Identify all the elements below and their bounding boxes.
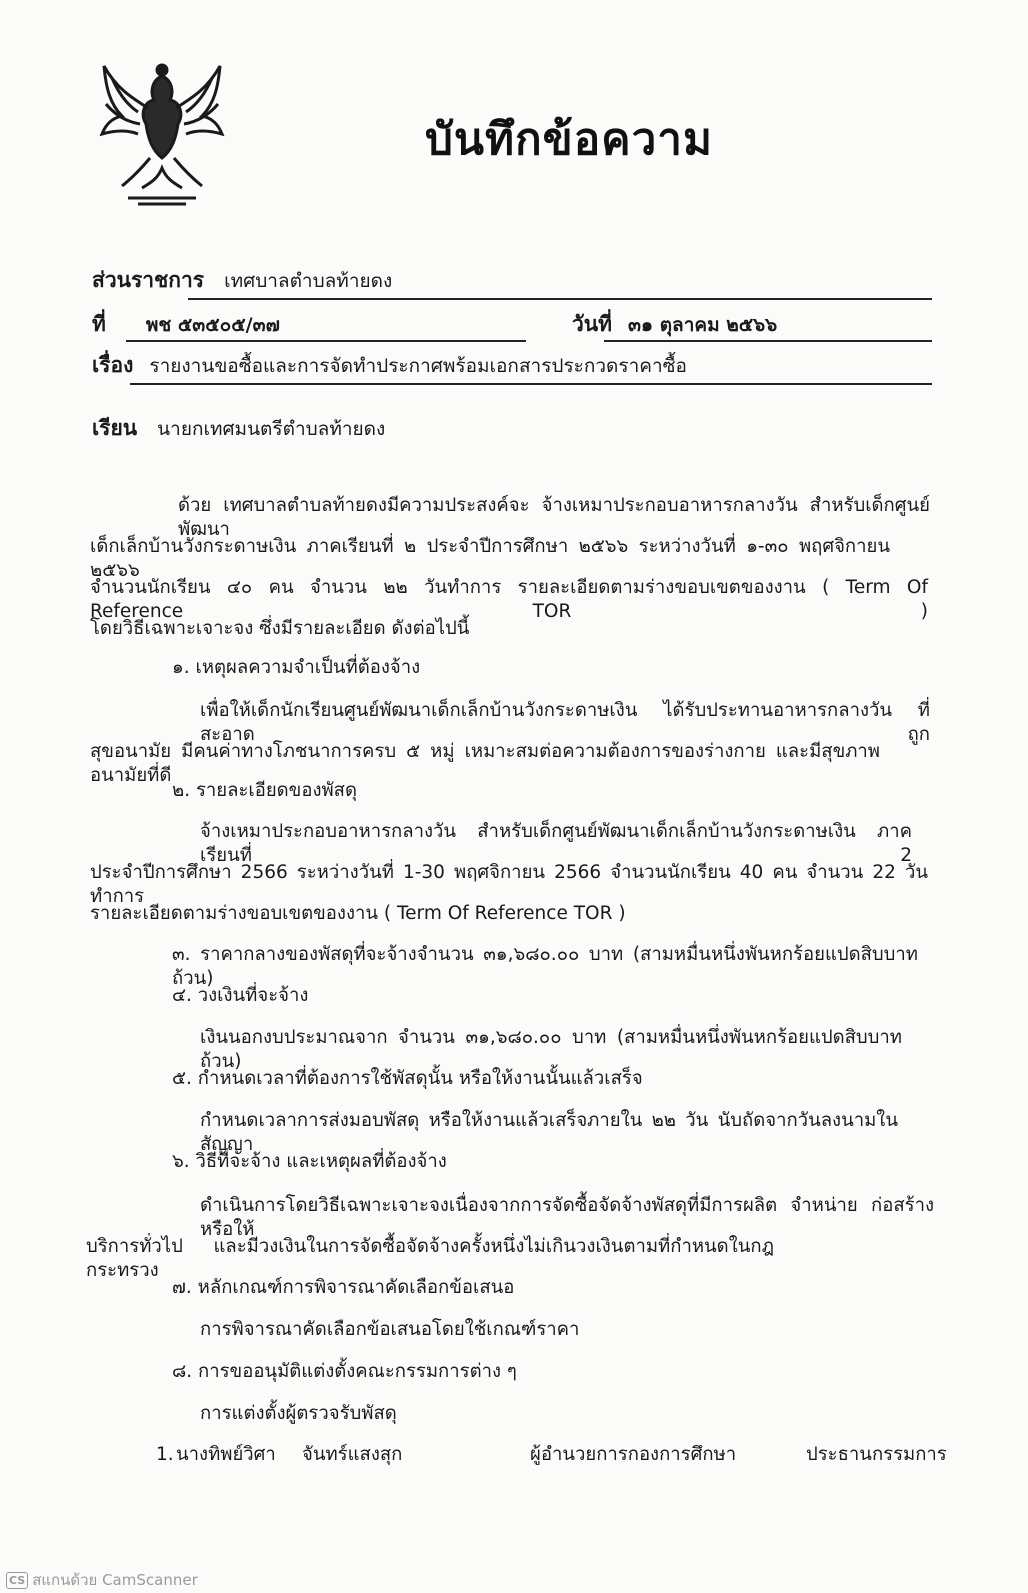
agency-underline bbox=[188, 298, 932, 300]
intro-line-3: จำนวนนักเรียน ๔๐ คน จำนวน ๒๒ วันทำการ รายละเอียดตามร่างขอบเขตของงาน ( Term Of Reference TOR ) bbox=[90, 577, 928, 622]
section-8-line-1: การแต่งตั้งผู้ตรวจรับพัสดุ bbox=[200, 1403, 397, 1424]
subject-label: เรื่อง bbox=[92, 353, 134, 377]
section-1-line-1: เพื่อให้เด็กนักเรียนศูนย์พัฒนาเด็กเล็กบ้านวังกระดาษเงิน ได้รับประทานอาหารกลางวัน ที่สะอาด ถูก bbox=[200, 700, 930, 745]
intro-line-4: โดยวิธีเฉพาะเจาะจง ซึ่งมีรายละเอียด ดังต่อไปนี้ bbox=[90, 618, 470, 639]
intro-line-1: ด้วย เทศบาลตำบลท้ายดงมีความประสงค์จะ จ้างเหมาประกอบอาหารกลางวัน สำหรับเด็กศูนย์พัฒนา bbox=[178, 495, 930, 540]
camscanner-watermark bbox=[6, 1568, 198, 1592]
section-6-heading: ๖. วิธีที่จะจ้าง และเหตุผลที่ต้องจ้าง bbox=[172, 1151, 447, 1172]
date-underline bbox=[604, 340, 932, 342]
section-4-heading: ๔. วงเงินที่จะจ้าง bbox=[172, 985, 309, 1006]
subject-value: รายงานขอซื้อและการจัดทำประกาศพร้อมเอกสารประกวดราคาซื้อ bbox=[149, 355, 687, 377]
agency-row bbox=[92, 264, 392, 297]
section-6-line-2: บริการทั่วไป และมีวงเงินในการจัดซื้อจัดจ้างครั้งหนึ่งไม่เกินวงเงินตามที่กำหนดในกฎกระทรวง bbox=[86, 1236, 774, 1281]
committee-role: ประธานกรรมการ bbox=[806, 1444, 947, 1465]
section-1-heading: ๑. เหตุผลความจำเป็นที่ต้องจ้าง bbox=[172, 657, 421, 678]
subject-underline bbox=[130, 383, 932, 385]
document-title: บันทึกข้อความ bbox=[425, 114, 714, 165]
reference-value: พช ๕๓๕๐๕/๓๗ bbox=[145, 314, 280, 336]
section-5-line-1: กำหนดเวลาการส่งมอบพัสดุ หรือให้งานแล้วเสร็จภายใน ๒๒ วัน นับถัดจากวันลงนามในสัญญา bbox=[200, 1110, 898, 1155]
section-2-line-1: จ้างเหมาประกอบอาหารกลางวัน สำหรับเด็กศูนย์พัฒนาเด็กเล็กบ้านวังกระดาษเงิน ภาคเรียนที่ 2 bbox=[200, 821, 912, 866]
committee-index: 1. bbox=[156, 1444, 174, 1465]
reference-row bbox=[92, 308, 280, 341]
section-7-heading: ๗. หลักเกณฑ์การพิจารณาคัดเลือกข้อเสนอ bbox=[172, 1277, 515, 1298]
to-row bbox=[92, 412, 385, 445]
reference-label: ที่ bbox=[92, 312, 106, 336]
section-1-line-2: สุขอนามัย มีคนค่าทางโภชนาการครบ ๕ หมู่ เหมาะสมต่อความต้องการของร่างกาย และมีสุขภาพอนามัยที่ดี bbox=[90, 741, 880, 786]
date-label: วันที่ bbox=[572, 312, 612, 336]
section-5-heading: ๕. กำหนดเวลาที่ต้องการใช้พัสดุนั้น หรือให้งานนั้นแล้วเสร็จ bbox=[172, 1068, 643, 1089]
committee-first-name: นางทิพย์วิศา bbox=[176, 1444, 276, 1465]
to-label: เรียน bbox=[92, 416, 138, 440]
committee-last-name: จันทร์แสงสุก bbox=[302, 1444, 403, 1465]
section-2-line-2: ประจำปีการศึกษา 2566 ระหว่างวันที่ 1-30 พฤศจิกายน 2566 จำนวนนักเรียน 40 คน จำนวน 22 วันทำการ bbox=[90, 862, 928, 907]
section-3-heading: ๓. ราคากลางของพัสดุที่จะจ้างจำนวน ๓๑,๖๘๐.๐๐ บาท (สามหมื่นหนึ่งพันหกร้อยแปดสิบบาทถ้วน) bbox=[172, 944, 918, 989]
committee-position: ผู้อำนวยการกองการศึกษา bbox=[530, 1444, 737, 1465]
agency-value: เทศบาลตำบลท้ายดง bbox=[224, 270, 393, 292]
section-2-line-3: รายละเอียดตามร่างขอบเขตของงาน ( Term Of Reference TOR ) bbox=[90, 903, 626, 924]
agency-label: ส่วนราชการ bbox=[92, 268, 205, 292]
section-2-heading: ๒. รายละเอียดของพัสดุ bbox=[172, 780, 357, 801]
camscanner-text: สแกนด้วย CamScanner bbox=[32, 1571, 198, 1589]
reference-underline bbox=[126, 340, 526, 342]
camscanner-logo-icon: CS bbox=[6, 1572, 28, 1589]
intro-line-2: เด็กเล็กบ้านวังกระดาษเงิน ภาคเรียนที่ ๒ ประจำปีการศึกษา ๒๕๖๖ ระหว่างวันที่ ๑-๓๐ พฤศจิกายน ๒๕๖๖ bbox=[90, 536, 890, 581]
garuda-emblem-icon bbox=[92, 58, 232, 208]
date-value: ๓๑ ตุลาคม ๒๕๖๖ bbox=[628, 314, 778, 336]
section-4-line-1: เงินนอกงบประมาณจาก จำนวน ๓๑,๖๘๐.๐๐ บาท (สามหมื่นหนึ่งพันหกร้อยแปดสิบบาทถ้วน) bbox=[200, 1027, 902, 1072]
to-value: นายกเทศมนตรีตำบลท้ายดง bbox=[157, 418, 386, 440]
section-8-heading: ๘. การขออนุมัติแต่งตั้งคณะกรรมการต่าง ๆ bbox=[172, 1361, 517, 1382]
subject-row bbox=[92, 349, 687, 382]
date-row bbox=[572, 308, 777, 341]
section-6-line-1: ดำเนินการโดยวิธีเฉพาะเจาะจงเนื่องจากการจัดซื้อจัดจ้างพัสดุที่มีการผลิต จำหน่าย ก่อสร้าง หรือให้ bbox=[200, 1195, 934, 1240]
section-7-line-1: การพิจารณาคัดเลือกข้อเสนอโดยใช้เกณฑ์ราคา bbox=[200, 1319, 580, 1340]
